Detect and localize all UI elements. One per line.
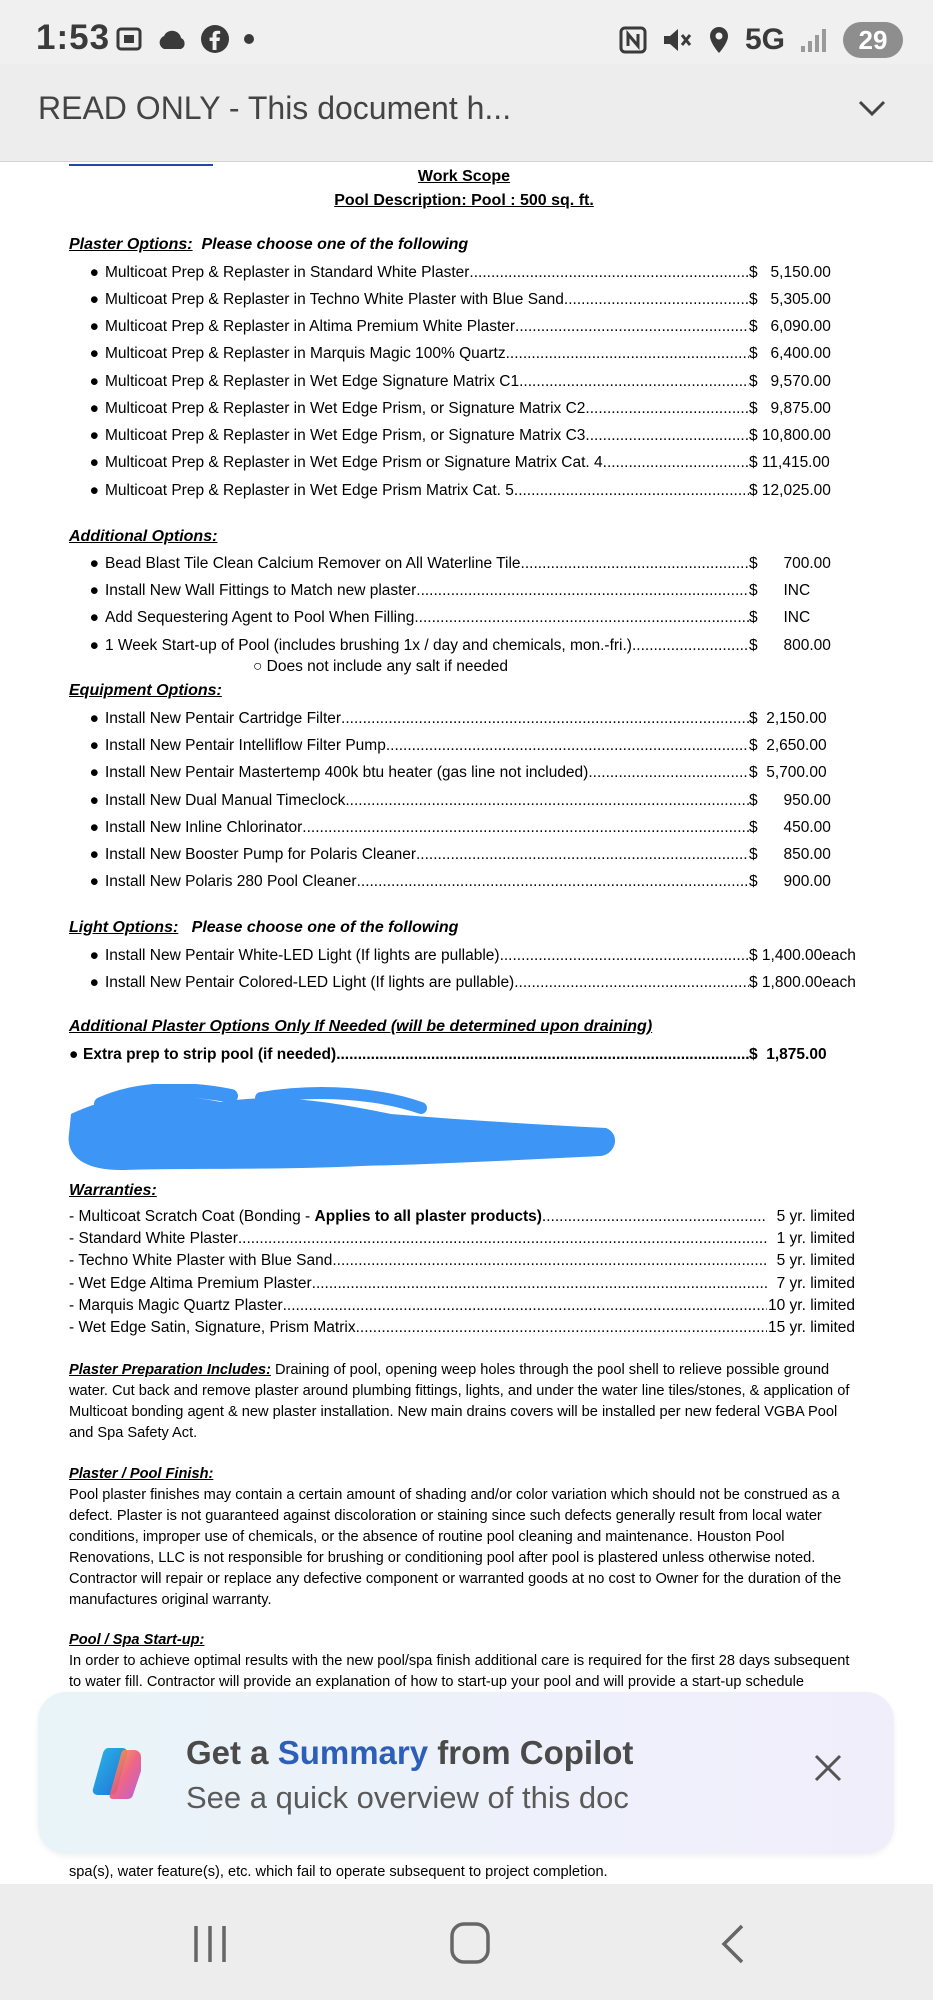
battery-indicator: 29	[843, 22, 903, 58]
warranty-row: - Multicoat Scratch Coat (Bonding - Applies to all plaster products) ..... 5 yr. limited	[69, 1206, 859, 1228]
plaster-option-row: ● Multicoat Prep & Replaster in Wet Edge Prism, or Signature Matrix C2 ..... $ 9,875.00	[69, 398, 859, 420]
home-icon[interactable]	[448, 1920, 492, 1966]
location-icon	[707, 25, 731, 55]
extra-prep-row: ● Extra prep to strip pool (if needed) ..... $ 1,875.00	[69, 1044, 859, 1066]
additional-option-row: ● Install New Wall Fittings to Match new plaster ..... $ INC	[69, 580, 859, 602]
plaster-options-title: Plaster Options:	[69, 236, 193, 253]
pool-finish-paragraph: Plaster / Pool Finish: Pool plaster finishes may contain a certain amount of shading and/or color variation which should not be construed as a defect. Plaster is not guaranteed against discoloration or staining since such defects generally result from local water conditions, improper use of chemicals, or the absence of routine pool cleaning and maintenance. Houston Pool Renovations, LLC is not responsible for brushing or conditioning pool after pool is plastered unless otherwise noted. Contractor will repair or replace any defective component or warranted goods at no cost to Owner for the duration of the manufactures original warranty.	[69, 1466, 842, 1608]
hyperlink-fragment[interactable]	[69, 162, 213, 166]
additional-options-heading: Additional Options:	[69, 528, 218, 545]
dot-icon	[242, 32, 256, 46]
android-nav-bar	[0, 1884, 933, 2000]
read-only-text: READ ONLY - This document h...	[38, 90, 512, 126]
warranty-row: - Marquis Magic Quartz Plaster ..... 10 yr. limited	[69, 1295, 859, 1317]
startup-paragraph: Pool / Spa Start-up: In order to achieve optimal results with the new pool/spa finish additional care is required for the first 28 days subsequent to water fill. Contractor will provide an explanation of how to start-up your pool and will provide a start-up schedule	[69, 1632, 850, 1690]
equipment-option-row: ● Install New Pentair Cartridge Filter ..... $ 2,150.00	[69, 708, 859, 730]
notification-icons	[114, 24, 256, 54]
copilot-title: Get a Summary from Copilot	[186, 1734, 634, 1771]
equipment-option-row: ● Install New Dual Manual Timeclock ..... $ 950.00	[69, 790, 859, 812]
redaction-scribble	[61, 1084, 621, 1174]
light-option-row: ● Install New Pentair White-LED Light (If lights are pullable) ..... $ 1,400.00each	[69, 945, 859, 967]
salt-note: ○ Does not include any salt if needed	[253, 658, 508, 675]
status-bar	[0, 0, 933, 64]
plaster-option-row: ● Multicoat Prep & Replaster in Wet Edge Signature Matrix C1 ..... $ 9,570.00	[69, 371, 859, 393]
additional-plaster-heading: Additional Plaster Options Only If Needed (will be determined upon draining)	[69, 1018, 653, 1035]
pool-description: Pool Description: Pool : 500 sq. ft.	[334, 192, 594, 209]
plaster-option-row: ● Multicoat Prep & Replaster in Standard White Plaster ..... $ 5,150.00	[69, 262, 859, 284]
read-only-banner[interactable]	[0, 64, 933, 162]
equipment-option-row: ● Install New Inline Chlorinator ..... $ 450.00	[69, 817, 859, 839]
plaster-prep-paragraph: Plaster Preparation Includes: Draining of pool, opening weep holes through the pool shell to relieve possible ground water. Cut back and remove plaster around plumbing fittings, lights, and under the water line tiles/stones, & application of Multicoat bonding agent & new plaster installation. New main drains covers will be installed per new federal VGBA Pool and Spa Safety Act.	[69, 1362, 850, 1441]
plaster-option-row: ● Multicoat Prep & Replaster in Wet Edge Prism Matrix Cat. 5 ..... $ 12,025.00	[69, 480, 859, 502]
screenshot-icon	[114, 24, 144, 54]
plaster-option-row: ● Multicoat Prep & Replaster in Wet Edge Prism, or Signature Matrix C3 ..... $ 10,800.00	[69, 425, 859, 447]
additional-option-row: ● 1 Week Start-up of Pool (includes brushing 1x / day and chemicals, mon.-fri.) ..... $ 800.00	[69, 635, 859, 657]
equipment-option-row: ● Install New Pentair Mastertemp 400k btu heater (gas line not included) ..... $ 5,700.00	[69, 762, 859, 784]
light-option-row: ● Install New Pentair Colored-LED Light (If lights are pullable) ..... $ 1,800.00each	[69, 972, 859, 994]
nfc-icon	[619, 26, 647, 54]
mute-icon	[661, 26, 693, 54]
recent-apps-icon[interactable]	[190, 1922, 230, 1966]
cloud-icon	[156, 27, 188, 51]
warranties-heading: Warranties:	[69, 1182, 157, 1199]
copilot-logo-icon	[86, 1742, 146, 1802]
chevron-down-icon[interactable]	[857, 98, 887, 118]
copilot-subtitle: See a quick overview of this doc	[186, 1780, 629, 1815]
plaster-option-row: ● Multicoat Prep & Replaster in Altima Premium White Plaster ..... $ 6,090.00	[69, 316, 859, 338]
plaster-options-heading	[69, 236, 468, 254]
warranty-row: - Techno White Plaster with Blue Sand ..... 5 yr. limited	[69, 1250, 859, 1272]
signal-icon	[799, 26, 829, 54]
back-icon[interactable]	[718, 1922, 748, 1966]
facebook-icon	[200, 24, 230, 54]
plaster-option-row: ● Multicoat Prep & Replaster in Marquis Magic 100% Quartz ..... $ 6,400.00	[69, 343, 859, 365]
equipment-options-heading: Equipment Options:	[69, 682, 222, 699]
warranty-row: - Standard White Plaster ..... 1 yr. limited	[69, 1228, 859, 1250]
close-icon[interactable]	[812, 1752, 844, 1784]
network-type: 5G	[744, 23, 785, 56]
plaster-options-instruction: Please choose one of the following	[201, 236, 469, 253]
document-viewer[interactable]	[0, 162, 933, 1884]
warranty-row: - Wet Edge Satin, Signature, Prism Matrix ..... 15 yr. limited	[69, 1317, 859, 1339]
plaster-option-row: ● Multicoat Prep & Replaster in Techno White Plaster with Blue Sand ..... $ 5,305.00	[69, 289, 859, 311]
equipment-option-row: ● Install New Polaris 280 Pool Cleaner ..... $ 900.00	[69, 871, 859, 893]
light-options-heading: Light Options: Please choose one of the following	[69, 919, 459, 936]
system-icons	[619, 22, 903, 58]
warranty-row: - Wet Edge Altima Premium Plaster ..... 7 yr. limited	[69, 1273, 859, 1295]
additional-option-row: ● Bead Blast Tile Clean Calcium Remover on All Waterline Tile ..... $ 700.00	[69, 553, 859, 575]
work-scope-title: Work Scope	[417, 168, 511, 185]
copilot-summary-card[interactable]	[38, 1692, 894, 1854]
equipment-option-row: ● Install New Booster Pump for Polaris Cleaner ..... $ 850.00	[69, 844, 859, 866]
clock: 1:53	[36, 18, 111, 57]
additional-option-row: ● Add Sequestering Agent to Pool When Filling ..... $ INC	[69, 607, 859, 629]
bottom-text-line: spa(s), water feature(s), etc. which fail to operate subsequent to project completion.	[69, 1864, 608, 1880]
plaster-option-row: ● Multicoat Prep & Replaster in Wet Edge Prism or Signature Matrix Cat. 4 ..... $ 11,415.00	[69, 452, 859, 474]
equipment-option-row: ● Install New Pentair Intelliflow Filter Pump ..... $ 2,650.00	[69, 735, 859, 757]
